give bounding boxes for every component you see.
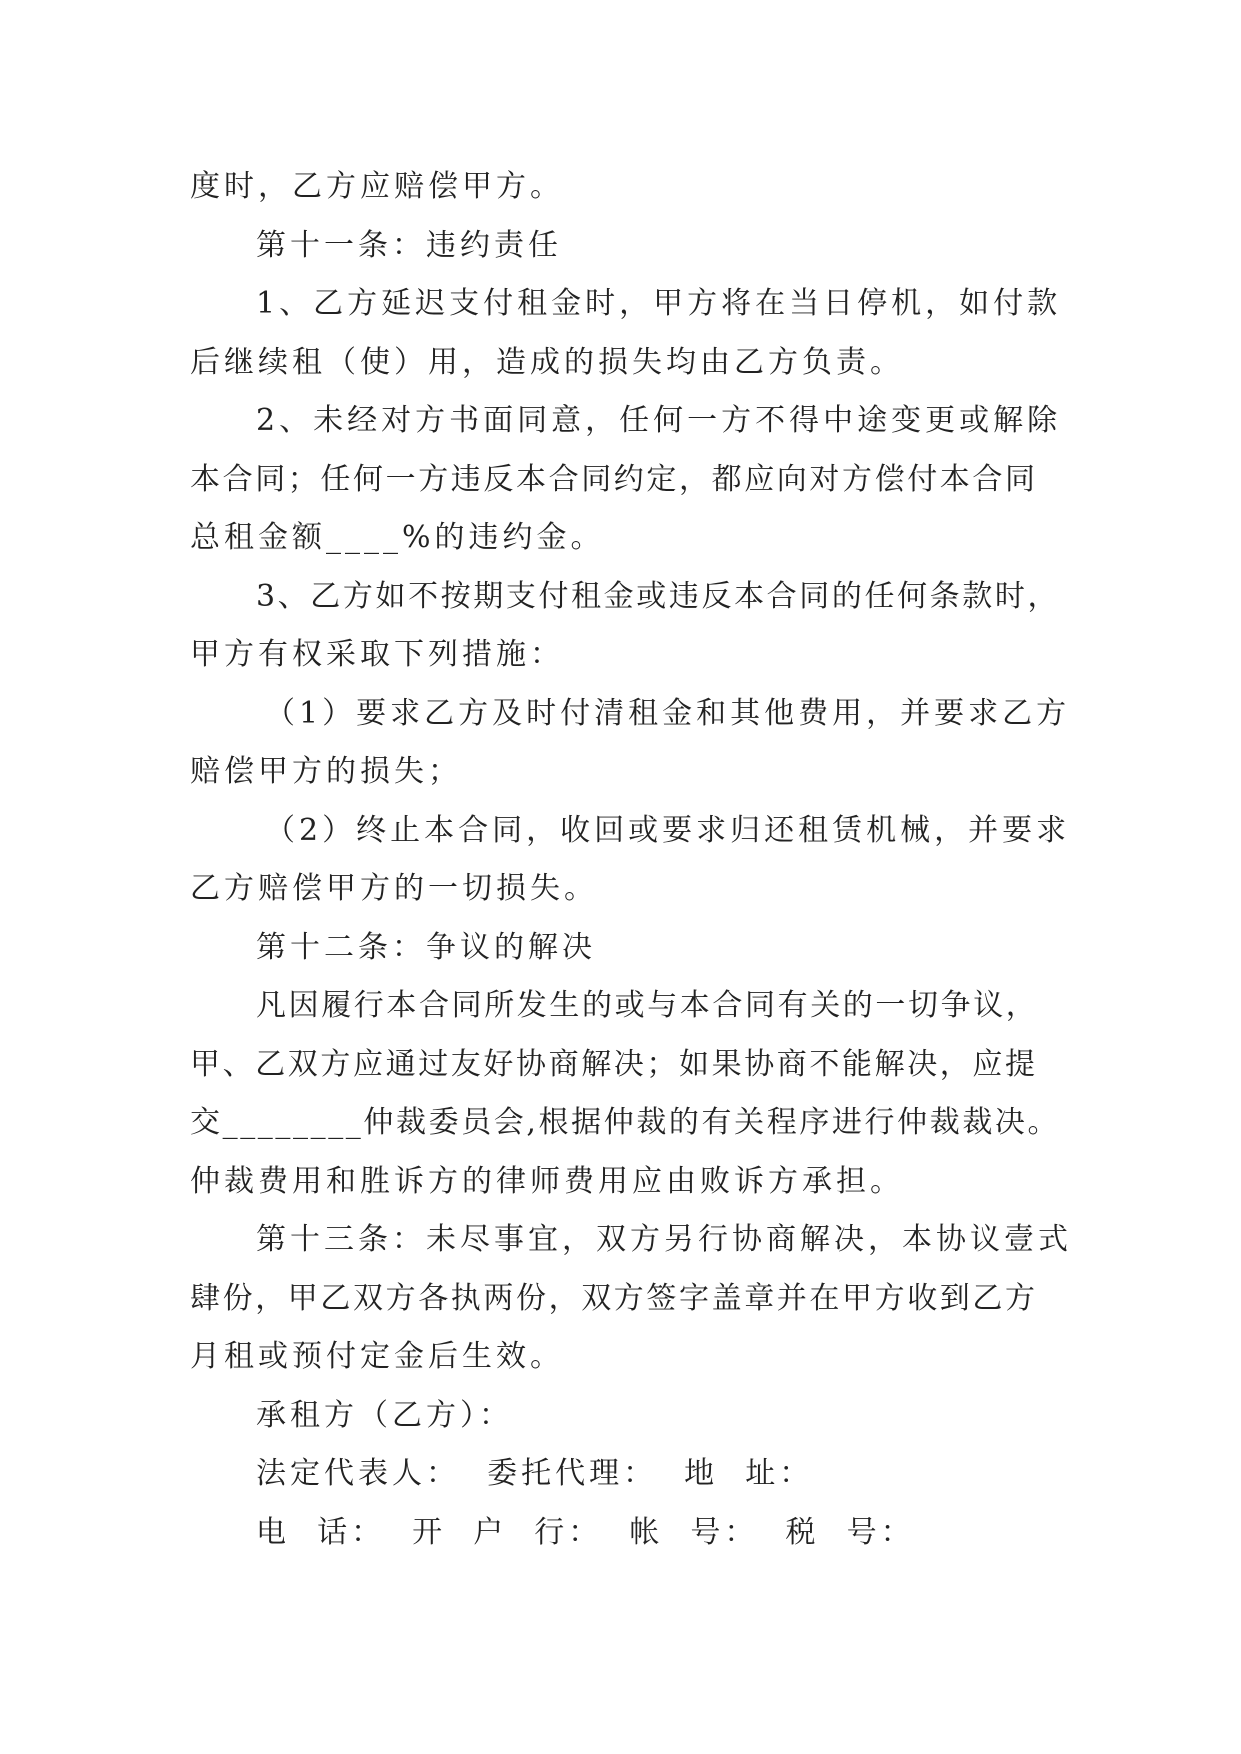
text-line: 甲、乙双方应通过友好协商解决；如果协商不能解决，应提 [190,1046,1038,1082]
text-line: 总租金额____%的违约金。 [190,520,605,555]
article-11-heading: 第十一条：违约责任 [256,227,562,263]
text-line: 交________仲裁委员会,根据仲裁的有关程序进行仲裁裁决。 [190,1105,1061,1140]
text-line: 赔偿甲方的损失； [190,754,462,789]
text-line: 仲裁费用和胜诉方的律师费用应由败诉方承担。 [190,1163,904,1199]
text-line: 乙方赔偿甲方的一切损失。 [190,871,598,906]
lessee-label: 承租方（乙方）： [256,1397,513,1433]
article-13-heading: 第十三条：未尽事宜，双方另行协商解决，本协议壹式 [256,1222,1072,1257]
text-line: （1）要求乙方及时付清租金和其他费用，并要求乙方 [265,695,1071,731]
text-line: 本合同；任何一方违反本合同约定，都应向对方偿付本合同 [190,461,1038,497]
text-line: 3、乙方如不按期支付租金或违反本合同的任何条款时， [256,578,1061,614]
text-line: 后继续租（使）用，造成的损失均由乙方负责。 [190,344,904,380]
article-12-heading: 第十二条：争议的解决 [256,929,596,965]
text-line: 凡因履行本合同所发生的或与本合同有关的一切争议， [256,988,1039,1023]
text-line: 肆份，甲乙双方各执两份，双方签字盖章并在甲方收到乙方 [190,1280,1038,1316]
text-line: 甲方有权采取下列措施： [190,637,564,672]
text-line: （2）终止本合同，收回或要求归还租赁机械，并要求 [265,812,1071,848]
text-line: 2、未经对方书面同意，任何一方不得中途变更或解除 [256,403,1062,438]
text-line: 度时，乙方应赔偿甲方。 [190,169,564,204]
text-line: 1、乙方延迟支付租金时，甲方将在当日停机，如付款 [256,286,1062,321]
contact-fields: 电 话： 开 户 行： 帐 号： 税 号： [256,1514,915,1550]
representative-fields: 法定代表人： 委托代理： 地 址： [256,1456,814,1491]
text-line: 月租或预付定金后生效。 [190,1339,564,1374]
contract-body [190,158,1072,1562]
